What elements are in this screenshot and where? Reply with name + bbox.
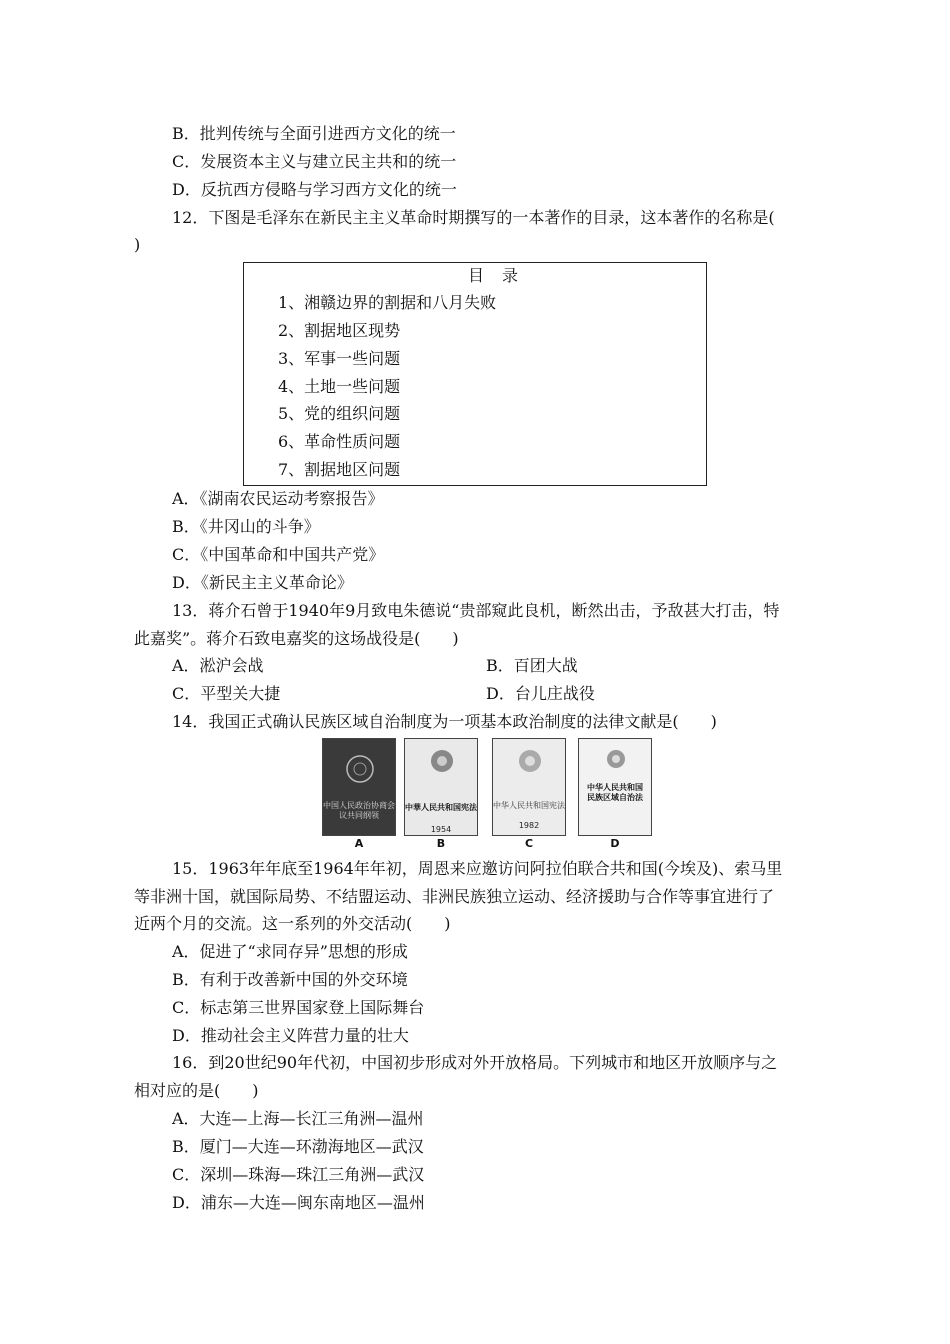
q14-stem: 14．我国正式确认民族区域自治制度为一项基本政治制度的法律文献是( ) xyxy=(172,712,717,731)
q12-stem-line1: 12．下图是毛泽东在新民主主义革命时期撰写的一本著作的目录，这本著作的名称是( xyxy=(172,208,775,227)
q13-option-d: D．台儿庄战役 xyxy=(486,684,595,703)
toc-item: 6、革命性质问题 xyxy=(278,432,401,451)
q16-option-d: D．浦东—大连—闽东南地区—温州 xyxy=(172,1193,425,1212)
q13-stem-line2: 此嘉奖”。蒋介石致电嘉奖的这场战役是( ) xyxy=(134,629,459,648)
q15-option-b: B．有利于改善新中国的外交环境 xyxy=(172,970,408,989)
book-b-title: 中華人民共和国宪法 xyxy=(405,803,477,812)
toc-item: 2、割据地区现势 xyxy=(278,321,401,340)
q16-option-a: A．大连—上海—长江三角洲—温州 xyxy=(172,1109,424,1128)
book-label-a: A xyxy=(354,837,364,850)
book-cover-a xyxy=(322,738,396,836)
emblem-icon xyxy=(323,739,396,836)
q15-option-d: D．推动社会主义阵营力量的壮大 xyxy=(172,1026,409,1045)
book-d-title: 中华人民共和国民族区域自治法 xyxy=(587,783,643,802)
q15-stem-line1: 15．1963年年底至1964年年初，周恩来应邀访问阿拉伯联合共和国(今埃及)、索马里 xyxy=(172,859,783,878)
q12-option-d: D．《新民主主义革命论》 xyxy=(172,573,353,592)
toc-item: 7、割据地区问题 xyxy=(278,460,401,479)
q12-option-c: C．《中国革命和中国共产党》 xyxy=(172,545,385,564)
book-cover-b xyxy=(404,738,478,836)
toc-item: 4、土地一些问题 xyxy=(278,377,401,396)
book-cover-c xyxy=(492,738,566,836)
q12-option-b: B．《井冈山的斗争》 xyxy=(172,517,320,536)
toc-item: 5、党的组织问题 xyxy=(278,404,401,423)
q14-book-images xyxy=(322,738,662,850)
q11-option-c: C．发展资本主义与建立民主共和的统一 xyxy=(172,152,457,171)
q15-option-c: C．标志第三世界国家登上国际舞台 xyxy=(172,998,425,1017)
toc-item: 3、军事一些问题 xyxy=(278,349,401,368)
q13-stem-line1: 13．蒋介石曾于1940年9月致电朱德说“贵部窥此良机，断然出击，予敌甚大打击，特 xyxy=(172,601,780,620)
q15-stem-line3: 近两个月的交流。这一系列的外交活动( ) xyxy=(134,914,451,933)
q16-option-c: C．深圳—珠海—珠江三角洲—武汉 xyxy=(172,1165,425,1184)
q15-stem-line2: 等非洲十国，就国际局势、不结盟运动、非洲民族独立运动、经济援助与合作等事宜进行了 xyxy=(134,887,775,906)
book-b-year: 1954 xyxy=(430,825,452,834)
q12-stem-line2: ) xyxy=(134,235,141,254)
book-c-title: 中华人民共和国宪法 xyxy=(493,801,565,810)
q13-option-a: A．淞沪会战 xyxy=(172,656,264,675)
toc-item: 1、湘赣边界的割据和八月失败 xyxy=(278,293,497,312)
q13-option-b: B．百团大战 xyxy=(486,656,578,675)
book-cover-d xyxy=(578,738,652,836)
book-label-b: B xyxy=(436,837,446,850)
q16-option-b: B．厦门—大连—环渤海地区—武汉 xyxy=(172,1137,424,1156)
q12-option-a: A．《湖南农民运动考察报告》 xyxy=(172,489,384,508)
q11-option-b: B．批判传统与全面引进西方文化的统一 xyxy=(172,124,456,143)
book-c-year: 1982 xyxy=(518,821,540,830)
q16-stem-line2: 相对应的是( ) xyxy=(134,1081,259,1100)
book-label-d: D xyxy=(610,837,620,850)
q11-option-d: D．反抗西方侵略与学习西方文化的统一 xyxy=(172,180,457,199)
q16-stem-line1: 16．到20世纪90年代初，中国初步形成对外开放格局。下列城市和地区开放顺序与之 xyxy=(172,1053,778,1072)
q15-option-a: A．促进了“求同存异”思想的形成 xyxy=(172,942,408,961)
book-label-c: C xyxy=(524,837,534,850)
book-a-title: 中国人民政治协商会议共同纲领 xyxy=(323,801,395,820)
toc-title: 目录 xyxy=(468,266,537,285)
emblem-icon xyxy=(405,739,478,836)
q13-option-c: C．平型关大捷 xyxy=(172,684,281,703)
